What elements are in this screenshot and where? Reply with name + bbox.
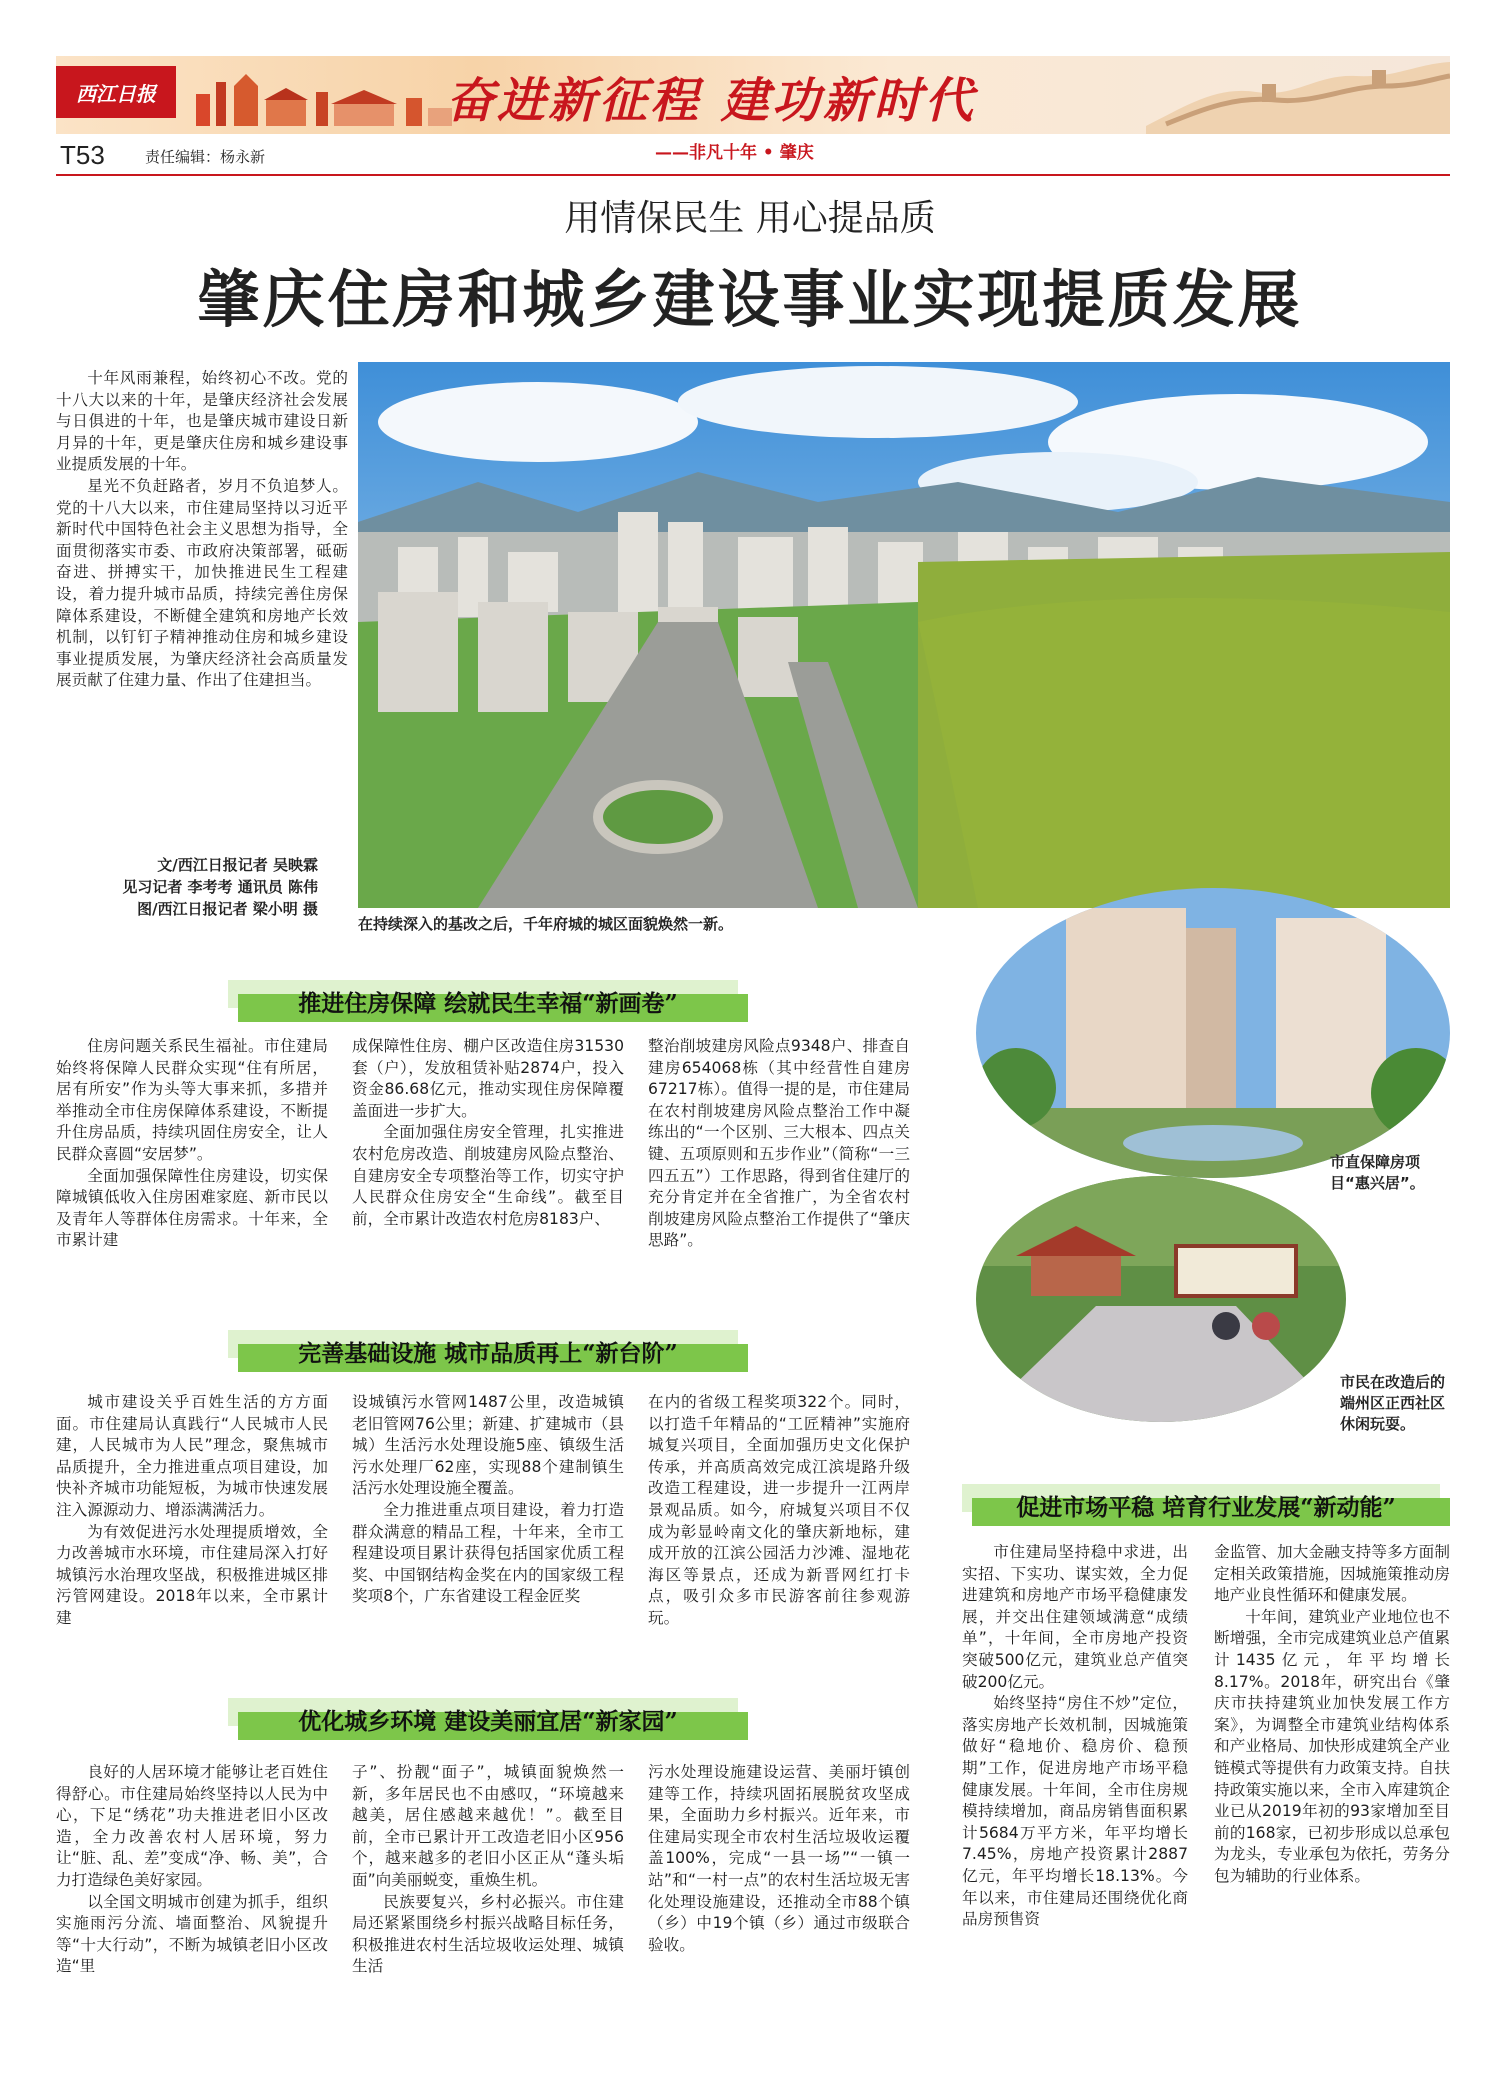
housing-project-photo bbox=[976, 888, 1450, 1178]
banner-slogan: 奋进新征程 建功新时代 bbox=[446, 73, 976, 129]
section-3-column-1 bbox=[56, 1762, 328, 1978]
paragraph: 污水处理设施建设运营、美丽圩镇创建等工作，持续巩固拓展脱贫攻坚成果，全面助力乡村振兴。近年来，市住建局实现全市农村生活垃圾收运覆盖100%，完成“一县一场”“一镇一站”和“一村一点”的农村生活垃圾无害化处理设施建设，还推动全市88个镇（乡）中19个镇（乡）通过市级联合验收。 bbox=[648, 1763, 910, 1954]
skyline-illustration bbox=[186, 64, 456, 126]
intro-text bbox=[56, 368, 348, 692]
paragraph: 市住建局坚持稳中求进，出实招、下实功、谋实效，全力促进建筑和房地产市场平稳健康发展，并交出住建领域满意“成绩单”，十年间，全市房地产投资突破500亿元，建筑业总产值突破200亿元。 bbox=[962, 1543, 1188, 1691]
paragraph: 为有效促进污水处理提质增效，全力改善城市水环境，市住建局深入打好城镇污水治理攻坚战，积极推进城区排污管网建设。2018年以来，全市累计建 bbox=[56, 1522, 328, 1627]
sub-headline: 用情保民生 用心提品质 bbox=[564, 198, 936, 239]
housing-photo-caption: 市直保障房项目“惠兴居”。 bbox=[1330, 1153, 1425, 1192]
paragraph: 全面加强住房安全管理，扎实推进农村危房改造、削坡建房风险点整治、自建房安全专项整治等工作，切实守护人民群众住房安全“生命线”。截至目前，全市累计改造农村危房8183户、 bbox=[352, 1123, 624, 1228]
editor-credit: 责任编辑：杨永新 bbox=[145, 148, 266, 166]
banner-subslogan: ——非凡十年 • 肇庆 bbox=[655, 143, 814, 163]
paragraph: 全力推进重点项目建设，着力打造群众满意的精品工程，十年来，全市工程建设项目累计获得包括国家优质工程奖、中国钢结构金奖在内的国家级工程奖项8个，广东省建设工程金匠奖 bbox=[352, 1500, 624, 1606]
newspaper-logo: 西江日报 bbox=[56, 66, 176, 118]
intro-paragraph: 星光不负赶路者，岁月不负追梦人。党的十八大以来，市住建局坚持以习近平新时代中国特色社会主义思想为指导，全面贯彻落实市委、市政府决策部署，砥砺奋进、拼搏实干，加快推进民生工程建设，着力提升城市品质，持续完善住房保障体系建设，不断健全建筑和房地产长效机制，以钉钉子精神推动住房和城乡建设事业提质发展，为肇庆经济社会高质量发展贡献了住建力量、作出了住建担当。 bbox=[56, 476, 348, 690]
paragraph: 城市建设关乎百姓生活的方方面面。市住建局认真践行“人民城市人民建，人民城市为人民”理念，聚焦城市品质提升，全力推进重点项目建设，加快补齐城市功能短板，为城市快速发展注入源源动力、增添满满活力。 bbox=[56, 1393, 328, 1519]
paragraph: 以全国文明城市创建为抓手，组织实施雨污分流、墙面整治、风貌提升等“十大行动”，不断为城镇老旧小区改造“里 bbox=[56, 1892, 328, 1976]
paragraph: 子”、扮靓“面子”，城镇面貌焕然一新，多年居民也不由感叹，“环境越来越美，居住感越来越优！”。截至目前，全市已累计开工改造老旧小区956个，越来越多的老旧小区正从“蓬头垢面”向美丽蜕变，重焕生机。 bbox=[352, 1763, 624, 1889]
paragraph: 整治削坡建房风险点9348户、排查自建房654068栋（其中经营性自建房67217栋）。值得一提的是，市住建局在农村削坡建房风险点整治工作中凝练出的“一个区别、三大根本、四点关键、五项原则和五步作业”（简称“一三四五五”）工作思路，得到省住建厅的充分肯定并在全省推广，为全省农村削坡建房风险点整治工作提供了“肇庆思路”。 bbox=[648, 1037, 910, 1250]
section-4-column-2 bbox=[1214, 1542, 1450, 1888]
section-1-column-2 bbox=[352, 1036, 624, 1230]
section-heading: 优化城乡环境 建设美丽宜居“新家园” bbox=[228, 1698, 748, 1740]
intro-paragraph: 十年风雨兼程，始终初心不改。党的十八大以来的十年，是肇庆经济社会发展与日俱进的十年，也是肇庆城市建设日新月异的十年，更是肇庆住房和城乡建设事业提质发展的十年。 bbox=[56, 369, 348, 474]
section-heading: 促进市场平稳 培育行业发展“新动能” bbox=[962, 1484, 1450, 1526]
section-2-column-3 bbox=[648, 1392, 910, 1630]
community-park-photo bbox=[976, 1176, 1346, 1422]
banner bbox=[56, 56, 1450, 134]
paragraph: 金监管、加大金融支持等多方面制定相关政策措施，因城施策推动房地产业良性循环和健康发展。 bbox=[1214, 1543, 1450, 1605]
paragraph: 设城镇污水管网1487公里，改造城镇老旧管网76公里；新建、扩建城市（县城）生活污水处理设施5座、镇级生活污水处理厂62座，实现88个建制镇生活污水处理设施全覆盖。 bbox=[352, 1393, 624, 1498]
section-heading: 推进住房保障 绘就民生幸福“新画卷” bbox=[228, 980, 748, 1022]
paragraph: 住房问题关系民生福祉。市住建局始终将保障人民群众实现“住有所居，居有所安”作为头等大事来抓，多措并举推动全市住房保障体系建设，不断提升住房品质，持续巩固住房安全，让人民群众喜圆“安居梦”。 bbox=[56, 1037, 328, 1163]
city-aerial-photo bbox=[358, 362, 1450, 908]
byline-line: 图/西江日报记者 梁小明 摄 bbox=[137, 900, 318, 918]
byline-line: 文/西江日报记者 吴映霖 bbox=[157, 856, 318, 874]
page-number: T53 bbox=[60, 140, 105, 170]
community-photo-caption: 市民在改造后的端州区正西社区休闲玩耍。 bbox=[1340, 1373, 1446, 1433]
main-headline: 肇庆住房和城乡建设事业实现提质发展 bbox=[197, 263, 1303, 336]
paragraph: 全面加强保障性住房建设，切实保障城镇低收入住房困难家庭、新市民以及青年人等群体住房需求。十年来，全市累计建 bbox=[56, 1166, 328, 1250]
section-2-column-2 bbox=[352, 1392, 624, 1608]
section-1-column-1 bbox=[56, 1036, 328, 1252]
paragraph: 成保障性住房、棚户区改造住房31530套（户），发放租赁补贴2874户，投入资金86.68亿元，推动实现住房保障覆盖面进一步扩大。 bbox=[352, 1037, 624, 1120]
section-1-column-3 bbox=[648, 1036, 910, 1252]
byline bbox=[56, 854, 318, 920]
main-photo-caption: 在持续深入的基改之后，千年府城的城区面貌焕然一新。 bbox=[358, 915, 734, 933]
section-4-column-1 bbox=[962, 1542, 1188, 1931]
paragraph: 十年间，建筑业产业地位也不断增强，全市完成建筑业总产值累计1435亿元，年平均增长8.17%。2018年，研究出台《肇庆市扶持建筑业加快发展工作方案》，为调整全市建筑业结构体系和产业格局、加快形成建筑全产业链模式等提供有力政策支持。自扶持政策实施以来，全市入库建筑企业已从2019年初的93家增加至目前的168家，已初步形成以总承包为龙头，专业承包为依托，劳务分包为辅助的行业体系。 bbox=[1214, 1607, 1450, 1885]
paragraph: 始终坚持“房住不炒”定位，落实房地产长效机制，因城施策做好“稳地价、稳房价、稳预期”工作，促进房地产市场平稳健康发展。十年间，全市住房规模持续增加，商品房销售面积累计5684万平方米，年平均增长7.45%，房地产投资累计2887亿元，年平均增长18.13%。今年以来，市住建局还围绕优化商品房预售资 bbox=[962, 1694, 1188, 1929]
paragraph: 民族要复兴，乡村必振兴。市住建局还紧紧围绕乡村振兴战略目标任务，积极推进农村生活垃圾收运处理、城镇生活 bbox=[352, 1892, 624, 1976]
section-heading: 完善基础设施 城市品质再上“新台阶” bbox=[228, 1330, 748, 1372]
paragraph: 良好的人居环境才能够让老百姓住得舒心。市住建局始终坚持以人民为中心，下足“绣花”功夫推进老旧小区改造，全力改善农村人居环境，努力让“脏、乱、差”变成“净、畅、美”，合力打造绿色美好家园。 bbox=[56, 1763, 328, 1889]
section-3-column-3 bbox=[648, 1762, 910, 1956]
great-wall-illustration bbox=[1146, 56, 1450, 134]
section-2-column-1 bbox=[56, 1392, 328, 1630]
paragraph: 在内的省级工程奖项322个。同时，以打造千年精品的“工匠精神”实施府城复兴项目，全面加强历史文化保护传承，并高质高效完成江滨堤路升级改造工程建设，进一步提升一江两岸景观品质。如今，府城复兴项目不仅成为彰显岭南文化的肇庆新地标，建成开放的江滨公园活力沙滩、湿地花海区等景点，还成为新晋网红打卡点，吸引众多市民游客前往参观游玩。 bbox=[648, 1393, 910, 1627]
section-3-column-2 bbox=[352, 1762, 624, 1978]
byline-line: 见习记者 李考考 通讯员 陈伟 bbox=[122, 878, 318, 896]
header-divider bbox=[56, 174, 1450, 176]
